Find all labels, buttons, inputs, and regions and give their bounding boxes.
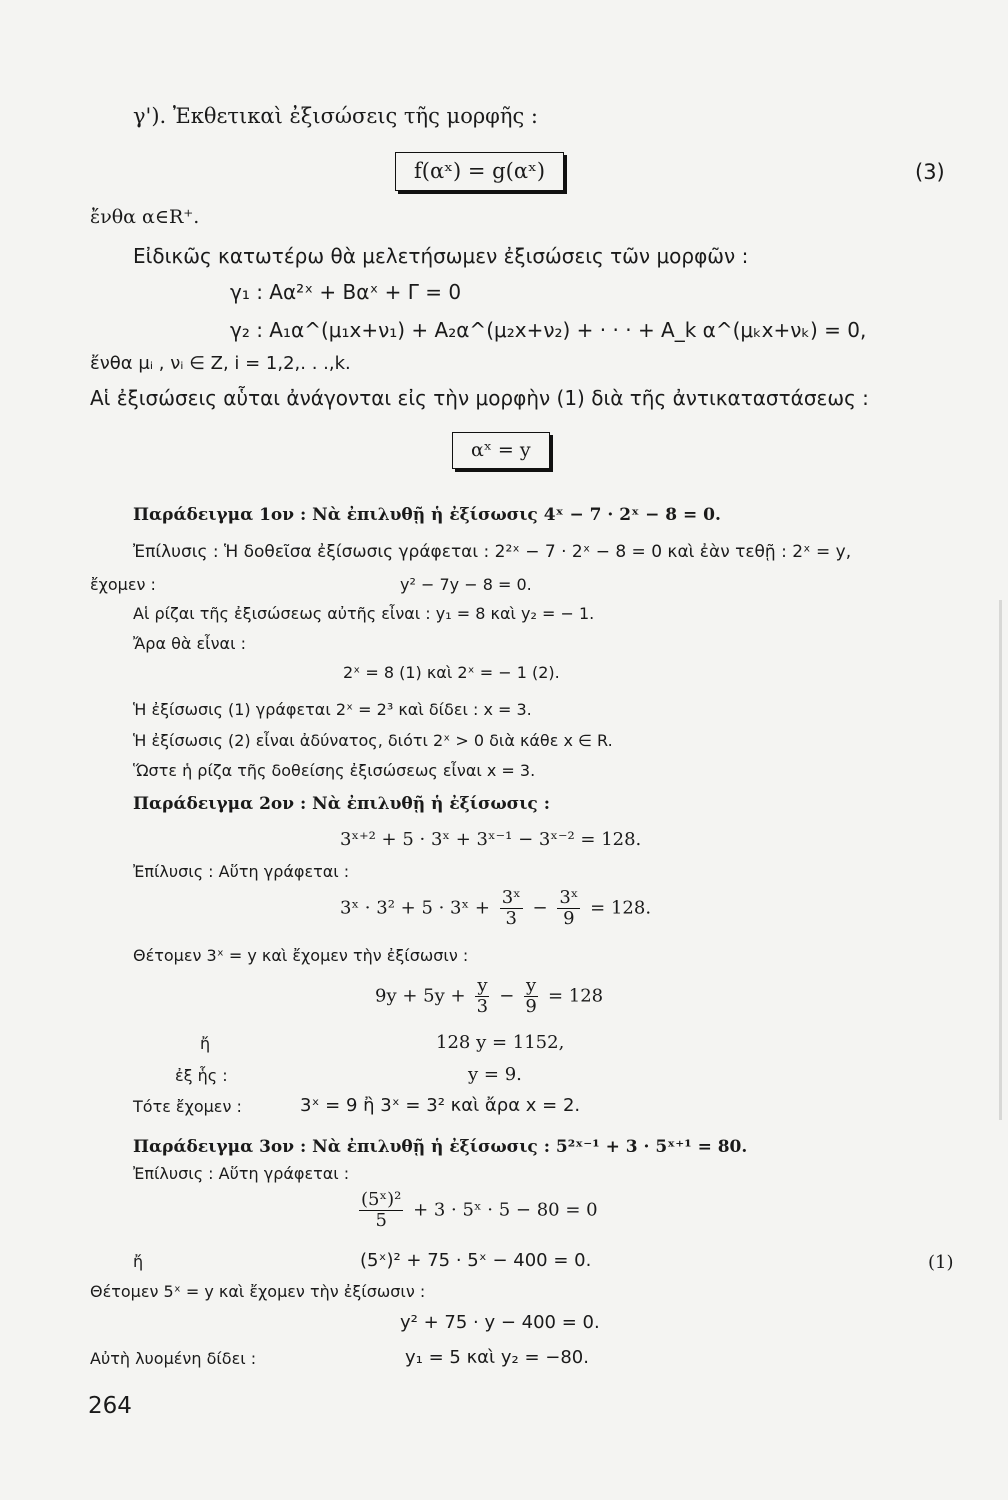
example-2-rewrite: 3ˣ · 3² + 5 · 3ˣ + $\frac{\text{3ˣ}}{3}$ − $\frac{\text{3ˣ}}{9}$ = 128. [340, 887, 652, 929]
example-1-line1: Ἐπίλυσις : Ἡ δοθεῖσα ἐξίσωσις γράφεται : 2²ˣ − 7 · 2ˣ − 8 = 0 καὶ ἐὰν τεθῇ : 2ˣ = y, [133, 542, 852, 562]
example-1-have-label: ἔχομεν : [90, 575, 156, 594]
page-number: 264 [88, 1393, 132, 1419]
y-right: = 128 [547, 985, 604, 1007]
equation-number-3: (3) [915, 160, 945, 184]
example-2-y-equation: 9y + 5y + $\frac{y}{3}$ − $\frac{y}{9}$ = 128 [375, 975, 604, 1017]
fraction-3x-over-3: $\frac{\text{3ˣ}}{3}$ [501, 887, 521, 929]
rewrite-right: = 128. [590, 897, 652, 919]
example-2-or: ἤ [200, 1034, 211, 1053]
example-2-whence: ἐξ ἧς : [175, 1066, 228, 1085]
example-1-roots: Αἱ ρίζαι τῆς ἐξισώσεως αὐτῆς εἶναι : y₁ = 8 καὶ y₂ = − 1. [133, 604, 595, 623]
example-2-set-y: Θέτομεν 3ˣ = y καὶ ἔχομεν τὴν ἐξίσωσιν : [133, 946, 469, 965]
substitution-intro: Αἱ ἐξισώσεις αὗται ἀνάγονται εἰς τὴν μορφὴν (1) διὰ τῆς ἀντικαταστάσεως : [90, 386, 869, 410]
alpha-condition: ἔνθα α∈R⁺. [90, 206, 200, 228]
example-1-eq1-solved: Ἡ ἐξίσωσις (1) γράφεται 2ˣ = 2³ καὶ δίδει : x = 3. [133, 700, 532, 719]
example-1-quadratic: y² − 7y − 8 = 0. [400, 575, 532, 594]
fraction-3x-over-9: $\frac{\text{3ˣ}}{9}$ [559, 887, 579, 929]
example-3-eq-number: (1) [928, 1252, 954, 1273]
example-3-solved: y₁ = 5 καὶ y₂ = −80. [405, 1347, 589, 1368]
example-3-or: ἤ [133, 1252, 144, 1271]
boxed-substitution: αˣ = y [452, 432, 550, 469]
fraction-y-over-9: $\frac{y}{9}$ [525, 975, 537, 1017]
example-3-quadratic: (5ˣ)² + 75 · 5ˣ − 400 = 0. [360, 1250, 592, 1271]
page-edge-shadow [999, 600, 1002, 1120]
example-3-heading: Παράδειγμα 3ον : Νὰ ἐπιλυθῇ ἡ ἐξίσωσις : 5²ˣ⁻¹ + 3 · 5ˣ⁺¹ = 80. [133, 1137, 748, 1157]
fraction-y-over-3: $\frac{y}{3}$ [476, 975, 489, 1017]
boxed-formula: f(αˣ) = g(αˣ) [395, 152, 564, 191]
example-2-linear: 128 y = 1152, [436, 1032, 565, 1053]
fraction-5x-squared-over-5: $\frac{\text{(5ˣ)²}}{5}$ [361, 1189, 402, 1231]
example-2-y-value: y = 9. [468, 1064, 522, 1085]
example-2-final: 3ˣ = 9 ἢ 3ˣ = 3² καὶ ἄρα x = 2. [300, 1095, 581, 1116]
example-3-y-equation: y² + 75 · y − 400 = 0. [400, 1312, 600, 1333]
example-2-solution-label: Ἐπίλυσις : Αὕτη γράφεται : [133, 862, 350, 881]
form-gamma-1: γ₁ : Aα²ˣ + Bαˣ + Γ = 0 [230, 280, 462, 304]
example-2-equation: 3ˣ⁺² + 5 · 3ˣ + 3ˣ⁻¹ − 3ˣ⁻² = 128. [340, 829, 642, 850]
example-3-solution-label: Ἐπίλυσις : Αὕτη γράφεται : [133, 1164, 350, 1183]
example-3-solved-label: Αὐτὴ λυομένη δίδει : [90, 1349, 257, 1368]
mu-nu-condition: ἔνθα μᵢ , νᵢ ∈ Z, i = 1,2,. . .,k. [90, 353, 351, 374]
example-3-rewrite [355, 1190, 598, 1231]
example-1-therefore: Ἄρα θὰ εἶναι : [133, 634, 246, 653]
rewrite-left: 3ˣ · 3² + 5 · 3ˣ + [340, 897, 490, 919]
example-2-heading: Παράδειγμα 2ον : Νὰ ἐπιλυθῇ ἡ ἐξίσωσις : [133, 794, 550, 814]
section-heading: γ'). Ἐκθετικαὶ ἐξισώσεις τῆς μορφῆς : [133, 104, 538, 128]
example-1-conclusion: Ὥστε ἡ ρίζα τῆς δοθείσης ἐξισώσεως εἶναι x = 3. [133, 761, 536, 780]
y-left: 9y + 5y + [375, 985, 466, 1007]
form-gamma-2: γ₂ : A₁α^(μ₁x+ν₁) + A₂α^(μ₂x+ν₂) + · · · + A_k α^(μₖx+νₖ) = 0, [230, 318, 867, 342]
example-1-two-equations: 2ˣ = 8 (1) καὶ 2ˣ = − 1 (2). [343, 663, 560, 682]
example-1-eq2-impossible: Ἡ ἐξίσωσις (2) εἶναι ἀδύνατος, διότι 2ˣ > 0 διὰ κάθε x ∈ R. [133, 731, 613, 750]
special-forms-intro: Εἰδικῶς κατωτέρω θὰ μελετήσωμεν ἐξισώσεις τῶν μορφῶν : [133, 244, 749, 268]
rewrite-rest: + 3 · 5ˣ · 5 − 80 = 0 [413, 1199, 598, 1221]
example-2-then-label: Τότε ἔχομεν : [133, 1097, 242, 1116]
example-3-set-y: Θέτομεν 5ˣ = y καὶ ἔχομεν τὴν ἐξίσωσιν : [90, 1282, 426, 1301]
example-1-heading: Παράδειγμα 1ον : Νὰ ἐπιλυθῇ ἡ ἐξίσωσις 4ˣ − 7 · 2ˣ − 8 = 0. [133, 505, 721, 525]
